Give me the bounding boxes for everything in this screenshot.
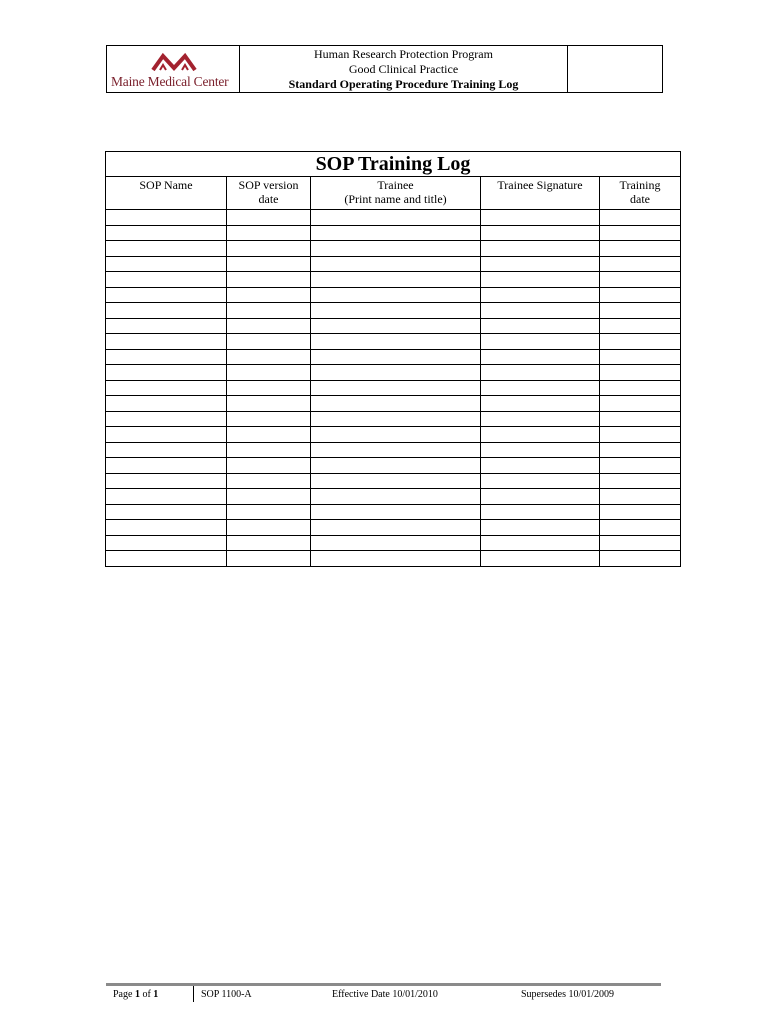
cell-sop-name[interactable] bbox=[106, 272, 227, 288]
cell-trainee-signature[interactable] bbox=[481, 272, 600, 288]
table-row bbox=[106, 303, 681, 319]
cell-sop-name[interactable] bbox=[106, 256, 227, 272]
cell-sop-version-date[interactable] bbox=[227, 504, 311, 520]
cell-sop-name[interactable] bbox=[106, 334, 227, 350]
cell-training-date[interactable] bbox=[600, 318, 681, 334]
cell-sop-name[interactable] bbox=[106, 225, 227, 241]
cell-training-date[interactable] bbox=[600, 396, 681, 412]
table-title: SOP Training Log bbox=[106, 152, 681, 177]
cell-training-date[interactable] bbox=[600, 303, 681, 319]
cell-trainee[interactable] bbox=[311, 303, 481, 319]
column-header-row bbox=[106, 177, 681, 210]
cell-training-date[interactable] bbox=[600, 256, 681, 272]
cell-trainee-signature[interactable] bbox=[481, 210, 600, 226]
practice-name: Good Clinical Practice bbox=[348, 61, 459, 76]
footer-separator bbox=[193, 986, 194, 1002]
cell-training-date[interactable] bbox=[600, 411, 681, 427]
cell-sop-name[interactable] bbox=[106, 365, 227, 381]
table-row bbox=[106, 442, 681, 458]
cell-trainee[interactable] bbox=[311, 458, 481, 474]
cell-trainee[interactable] bbox=[311, 225, 481, 241]
cell-trainee[interactable] bbox=[311, 489, 481, 505]
document-header bbox=[106, 45, 663, 93]
cell-sop-version-date[interactable] bbox=[227, 396, 311, 412]
table-row bbox=[106, 225, 681, 241]
cell-trainee[interactable] bbox=[311, 473, 481, 489]
table-row bbox=[106, 411, 681, 427]
logo-cell bbox=[107, 46, 240, 92]
cell-sop-name[interactable] bbox=[106, 520, 227, 536]
cell-trainee-signature[interactable] bbox=[481, 380, 600, 396]
cell-trainee-signature[interactable] bbox=[481, 504, 600, 520]
cell-sop-version-date[interactable] bbox=[227, 380, 311, 396]
cell-training-date[interactable] bbox=[600, 380, 681, 396]
cell-trainee-signature[interactable] bbox=[481, 411, 600, 427]
cell-trainee-signature[interactable] bbox=[481, 287, 600, 303]
sop-id: SOP 1100-A bbox=[201, 989, 252, 1000]
table-row bbox=[106, 489, 681, 505]
col-trainee: Trainee (Print name and title) bbox=[311, 177, 481, 210]
cell-sop-version-date[interactable] bbox=[227, 535, 311, 551]
table-row bbox=[106, 535, 681, 551]
cell-trainee[interactable] bbox=[311, 520, 481, 536]
cell-training-date[interactable] bbox=[600, 489, 681, 505]
training-log-table bbox=[105, 151, 681, 567]
table-row bbox=[106, 365, 681, 381]
cell-training-date[interactable] bbox=[600, 210, 681, 226]
cell-sop-name[interactable] bbox=[106, 396, 227, 412]
cell-sop-name[interactable] bbox=[106, 241, 227, 257]
cell-trainee[interactable] bbox=[311, 256, 481, 272]
cell-trainee[interactable] bbox=[311, 334, 481, 350]
table-row bbox=[106, 241, 681, 257]
cell-training-date[interactable] bbox=[600, 520, 681, 536]
cell-sop-name[interactable] bbox=[106, 303, 227, 319]
cell-trainee[interactable] bbox=[311, 535, 481, 551]
cell-sop-version-date[interactable] bbox=[227, 210, 311, 226]
cell-trainee[interactable] bbox=[311, 551, 481, 567]
document-title: Standard Operating Procedure Training Log bbox=[288, 76, 519, 91]
cell-sop-name[interactable] bbox=[106, 380, 227, 396]
cell-sop-version-date[interactable] bbox=[227, 334, 311, 350]
cell-trainee-signature[interactable] bbox=[481, 442, 600, 458]
table-row bbox=[106, 504, 681, 520]
cell-trainee-signature[interactable] bbox=[481, 535, 600, 551]
cell-trainee-signature[interactable] bbox=[481, 256, 600, 272]
cell-sop-version-date[interactable] bbox=[227, 256, 311, 272]
cell-training-date[interactable] bbox=[600, 442, 681, 458]
cell-trainee[interactable] bbox=[311, 210, 481, 226]
cell-sop-version-date[interactable] bbox=[227, 272, 311, 288]
effective-date: Effective Date 10/01/2010 bbox=[332, 989, 438, 1000]
cell-training-date[interactable] bbox=[600, 225, 681, 241]
cell-sop-version-date[interactable] bbox=[227, 225, 311, 241]
supersedes-date: Supersedes 10/01/2009 bbox=[521, 989, 615, 1000]
cell-trainee-signature[interactable] bbox=[481, 365, 600, 381]
table-row bbox=[106, 272, 681, 288]
table-row bbox=[106, 334, 681, 350]
header-title-cell bbox=[240, 46, 568, 92]
cell-trainee-signature[interactable] bbox=[481, 427, 600, 443]
program-name: Human Research Protection Program bbox=[314, 46, 493, 61]
cell-sop-version-date[interactable] bbox=[227, 442, 311, 458]
page-number: Page 1 of 1 bbox=[113, 989, 159, 1000]
cell-sop-version-date[interactable] bbox=[227, 365, 311, 381]
footer-rule bbox=[106, 983, 661, 986]
cell-trainee[interactable] bbox=[311, 365, 481, 381]
table-row bbox=[106, 520, 681, 536]
cell-sop-version-date[interactable] bbox=[227, 473, 311, 489]
cell-sop-version-date[interactable] bbox=[227, 427, 311, 443]
cell-trainee[interactable] bbox=[311, 349, 481, 365]
cell-training-date[interactable] bbox=[600, 241, 681, 257]
cell-sop-version-date[interactable] bbox=[227, 303, 311, 319]
cell-training-date[interactable] bbox=[600, 535, 681, 551]
col-training-date: Training date bbox=[600, 177, 681, 210]
cell-sop-name[interactable] bbox=[106, 318, 227, 334]
cell-trainee-signature[interactable] bbox=[481, 473, 600, 489]
col-sop-version-date: SOP version date bbox=[227, 177, 311, 210]
cell-trainee-signature[interactable] bbox=[481, 318, 600, 334]
cell-sop-version-date[interactable] bbox=[227, 458, 311, 474]
cell-training-date[interactable] bbox=[600, 272, 681, 288]
cell-sop-name[interactable] bbox=[106, 551, 227, 567]
cell-trainee-signature[interactable] bbox=[481, 303, 600, 319]
cell-training-date[interactable] bbox=[600, 334, 681, 350]
cell-sop-name[interactable] bbox=[106, 349, 227, 365]
cell-training-date[interactable] bbox=[600, 365, 681, 381]
cell-sop-version-date[interactable] bbox=[227, 520, 311, 536]
cell-training-date[interactable] bbox=[600, 551, 681, 567]
cell-training-date[interactable] bbox=[600, 427, 681, 443]
cell-trainee-signature[interactable] bbox=[481, 225, 600, 241]
cell-sop-name[interactable] bbox=[106, 504, 227, 520]
cell-training-date[interactable] bbox=[600, 349, 681, 365]
cell-trainee-signature[interactable] bbox=[481, 396, 600, 412]
cell-training-date[interactable] bbox=[600, 504, 681, 520]
cell-sop-version-date[interactable] bbox=[227, 241, 311, 257]
cell-sop-name[interactable] bbox=[106, 287, 227, 303]
cell-trainee[interactable] bbox=[311, 411, 481, 427]
cell-trainee-signature[interactable] bbox=[481, 489, 600, 505]
table-row bbox=[106, 380, 681, 396]
table-row bbox=[106, 551, 681, 567]
cell-sop-version-date[interactable] bbox=[227, 287, 311, 303]
table-row bbox=[106, 318, 681, 334]
table-row bbox=[106, 256, 681, 272]
cell-trainee[interactable] bbox=[311, 272, 481, 288]
cell-trainee-signature[interactable] bbox=[481, 241, 600, 257]
cell-sop-name[interactable] bbox=[106, 473, 227, 489]
cell-trainee[interactable] bbox=[311, 504, 481, 520]
cell-trainee[interactable] bbox=[311, 380, 481, 396]
cell-sop-name[interactable] bbox=[106, 411, 227, 427]
cell-trainee[interactable] bbox=[311, 427, 481, 443]
cell-trainee[interactable] bbox=[311, 396, 481, 412]
cell-trainee-signature[interactable] bbox=[481, 458, 600, 474]
cell-trainee[interactable] bbox=[311, 442, 481, 458]
cell-training-date[interactable] bbox=[600, 458, 681, 474]
cell-training-date[interactable] bbox=[600, 473, 681, 489]
col-sop-name: SOP Name bbox=[106, 177, 227, 210]
logo-text: Maine Medical Center bbox=[111, 74, 229, 89]
cell-sop-name[interactable] bbox=[106, 210, 227, 226]
cell-sop-name[interactable] bbox=[106, 427, 227, 443]
cell-sop-name[interactable] bbox=[106, 442, 227, 458]
cell-sop-version-date[interactable] bbox=[227, 489, 311, 505]
mmc-logo-icon bbox=[151, 50, 197, 72]
cell-trainee[interactable] bbox=[311, 318, 481, 334]
cell-sop-name[interactable] bbox=[106, 535, 227, 551]
cell-sop-name[interactable] bbox=[106, 458, 227, 474]
table-row bbox=[106, 427, 681, 443]
table-row bbox=[106, 458, 681, 474]
cell-trainee-signature[interactable] bbox=[481, 520, 600, 536]
cell-trainee-signature[interactable] bbox=[481, 349, 600, 365]
cell-trainee-signature[interactable] bbox=[481, 334, 600, 350]
cell-sop-version-date[interactable] bbox=[227, 411, 311, 427]
col-trainee-signature: Trainee Signature bbox=[481, 177, 600, 210]
cell-trainee[interactable] bbox=[311, 287, 481, 303]
cell-trainee[interactable] bbox=[311, 241, 481, 257]
cell-training-date[interactable] bbox=[600, 287, 681, 303]
table-row bbox=[106, 473, 681, 489]
cell-sop-version-date[interactable] bbox=[227, 349, 311, 365]
table-row bbox=[106, 210, 681, 226]
table-row bbox=[106, 287, 681, 303]
cell-sop-name[interactable] bbox=[106, 489, 227, 505]
cell-sop-version-date[interactable] bbox=[227, 318, 311, 334]
table-row bbox=[106, 396, 681, 412]
cell-sop-version-date[interactable] bbox=[227, 551, 311, 567]
cell-trainee-signature[interactable] bbox=[481, 551, 600, 567]
table-row bbox=[106, 349, 681, 365]
header-blank-cell bbox=[568, 46, 662, 92]
